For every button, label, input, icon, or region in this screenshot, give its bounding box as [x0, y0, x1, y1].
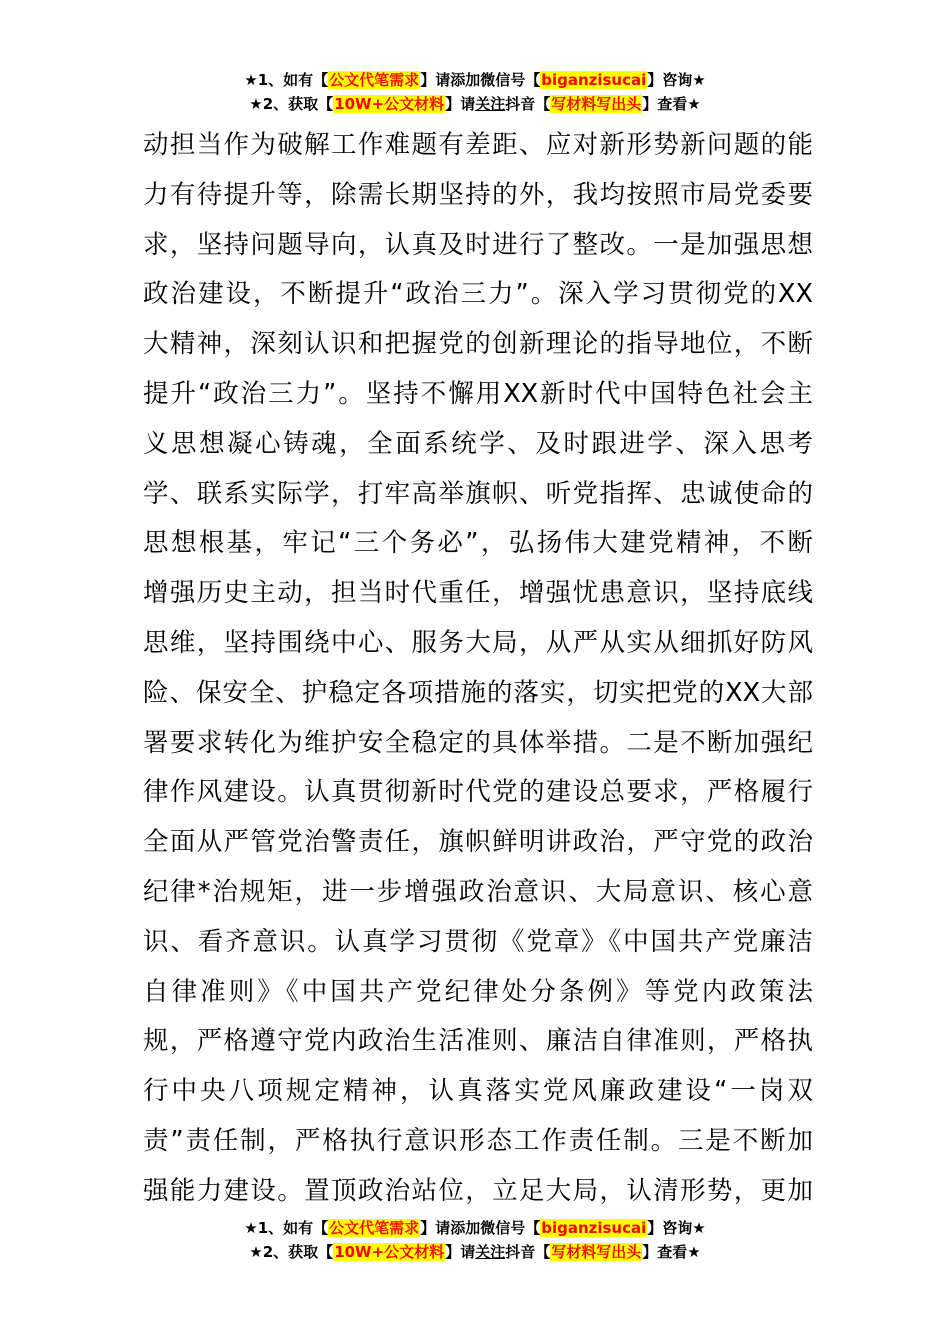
body-line: 求，坚持问题导向，认真及时进行了整改。一是加强思想 — [143, 229, 813, 260]
body-line: 思维，坚持围绕中心、服务大局，从严从实从细抓好防风 — [143, 627, 813, 658]
highlight-wechat-id: biganzisucai — [541, 1219, 647, 1237]
body-line: 律作风建设。认真贯彻新时代党的建设总要求，严格履行 — [143, 777, 813, 808]
highlight-douyin: 写材料写出头 — [551, 1243, 642, 1261]
highlight-materials: 10W+公文材料 — [334, 1243, 445, 1261]
body-line: 署要求转化为维护安全稳定的具体举措。二是不断加强纪 — [143, 727, 813, 758]
body-line: 力有待提升等，除需长期坚持的外，我均按照市局党委要 — [143, 179, 813, 210]
body-line: 责”责任制，严格执行意识形态工作责任制。三是不断加 — [143, 1125, 813, 1156]
body-line: 提升“政治三力”。坚持不懈用XX新时代中国特色社会主 — [143, 378, 813, 409]
underlined-follow: 关注 — [475, 95, 506, 113]
body-line: 识、看齐意识。认真学习贯彻《党章》《中国共产党廉洁 — [143, 926, 813, 957]
body-line: 全面从严管党治警责任，旗帜鲜明讲政治，严守党的政治 — [143, 827, 813, 858]
body-line: 增强历史主动，担当时代重任，增强忧患意识，坚持底线 — [143, 578, 813, 609]
body-line: 大精神，深刻认识和把握党的创新理论的指导地位，不断 — [143, 329, 813, 360]
highlight-materials: 10W+公文材料 — [334, 95, 445, 113]
body-line: 自律准则》《中国共产党纪律处分条例》等党内政策法 — [143, 976, 813, 1007]
banner-line-2: ★2、获取【10W+公文材料】请关注抖音【写材料写出头】查看★ — [249, 95, 701, 113]
highlight-service: 公文代笔需求 — [329, 1219, 420, 1237]
banner-line-1: ★1、如有【公文代笔需求】请添加微信号【biganzisucai】咨询★ — [244, 1219, 706, 1237]
body-line: 纪律*治规矩，进一步增强政治意识、大局意识、核心意 — [143, 876, 813, 907]
body-line: 险、保安全、护稳定各项措施的落实，切实把党的XX大部 — [143, 677, 813, 708]
highlight-service: 公文代笔需求 — [329, 71, 420, 89]
highlight-wechat-id: biganzisucai — [541, 71, 647, 89]
body-paragraph — [143, 121, 813, 1217]
body-line: 行中央八项规定精神，认真落实党风廉政建设“一岗双 — [143, 1076, 813, 1107]
body-line: 思想根基，牢记“三个务必”，弘扬伟大建党精神，不断 — [143, 528, 813, 559]
body-line: 强能力建设。置顶政治站位，立足大局，认清形势，更加 — [143, 1175, 813, 1206]
underlined-follow: 关注 — [475, 1243, 506, 1261]
banner-line-2: ★2、获取【10W+公文材料】请关注抖音【写材料写出头】查看★ — [249, 1243, 701, 1261]
header-banner — [0, 68, 950, 116]
body-line: 义思想凝心铸魂，全面系统学、及时跟进学、深入思考 — [143, 428, 813, 459]
body-line: 政治建设，不断提升“政治三力”。深入学习贯彻党的XX — [143, 279, 813, 310]
body-line: 学、联系实际学，打牢高举旗帜、听党指挥、忠诚使命的 — [143, 478, 813, 509]
body-line: 动担当作为破解工作难题有差距、应对新形势新问题的能 — [143, 130, 813, 160]
highlight-douyin: 写材料写出头 — [551, 95, 642, 113]
banner-line-1: ★1、如有【公文代笔需求】请添加微信号【biganzisucai】咨询★ — [244, 71, 706, 89]
body-line: 规，严格遵守党内政治生活准则、廉洁自律准则，严格执 — [143, 1026, 813, 1057]
footer-banner — [0, 1216, 950, 1264]
